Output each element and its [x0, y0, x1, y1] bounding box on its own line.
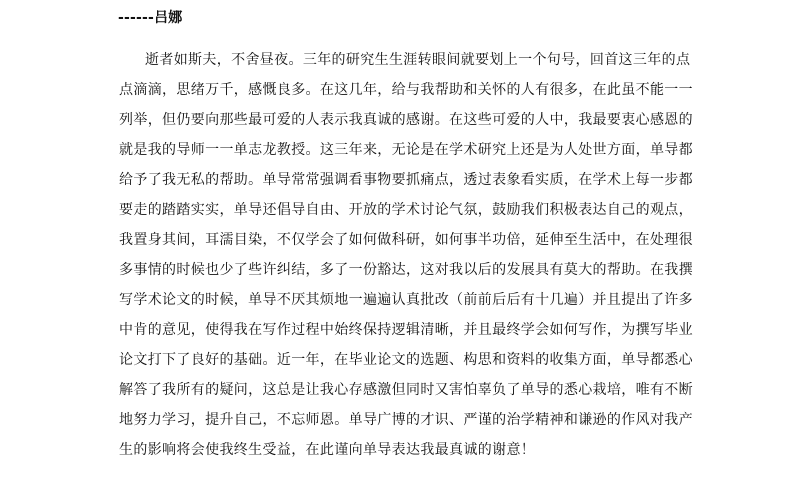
paragraph-line: 逝者如斯夫，不舍昼夜。三年的研究生生涯转眼间就要划上一个句号，回首这三年的点 — [145, 52, 691, 68]
paragraph-line: 列举，但仍要向那些最可爱的人表示我真诚的感谢。在这些可爱的人中，我最要衷心感恩的 — [119, 112, 693, 128]
paragraph-line: 点滴滴，思绪万千，感慨良多。在这几年，给与我帮助和关怀的人有很多，在此虽不能一一 — [119, 82, 693, 98]
paragraph-line: 就是我的导师一一单志龙教授。这三年来，无论是在学术研究上还是为人处世方面，单导都 — [119, 142, 693, 158]
paragraph-line: 解答了我所有的疑问，这总是让我心存感激但同时又害怕辜负了单导的悉心栽培，唯有不断 — [119, 382, 693, 398]
signature-line: ------吕娜 — [118, 10, 183, 26]
paragraph-line: 我置身其间，耳濡目染，不仅学会了如何做科研，如何事半功倍，延伸至生活中，在处理很 — [119, 232, 693, 248]
paragraph-line: 写学术论文的时候，单导不厌其烦地一遍遍认真批改（前前后后有十几遍）并且提出了许多 — [119, 292, 693, 308]
paragraph-line: 多事情的时候也少了些许纠结，多了一份豁达，这对我以后的发展具有莫大的帮助。在我撰 — [119, 262, 693, 278]
paragraph-line: 给予了我无私的帮助。单导常常强调看事物要抓痛点，透过表象看实质，在学术上每一步都 — [119, 172, 693, 188]
paragraph-line: 论文打下了良好的基础。近一年，在毕业论文的选题、构思和资料的收集方面，单导都悉心 — [119, 352, 693, 368]
paragraph-line: 地努力学习，提升自己，不忘师恩。单导广博的才识、严谨的治学精神和谦逊的作风对我产 — [119, 412, 693, 428]
paragraph-line: 中肯的意见，使得我在写作过程中始终保持逻辑清晰，并且最终学会如何写作，为撰写毕业 — [119, 322, 693, 338]
paragraph-line: 生的影响将会使我终生受益，在此谨向单导表达我最真诚的谢意！ — [119, 442, 536, 458]
acknowledgement-body — [119, 45, 699, 465]
paragraph-line: 要走的踏踏实实，单导还倡导自由、开放的学术讨论气氛，鼓励我们积极表达自己的观点， — [119, 202, 693, 218]
